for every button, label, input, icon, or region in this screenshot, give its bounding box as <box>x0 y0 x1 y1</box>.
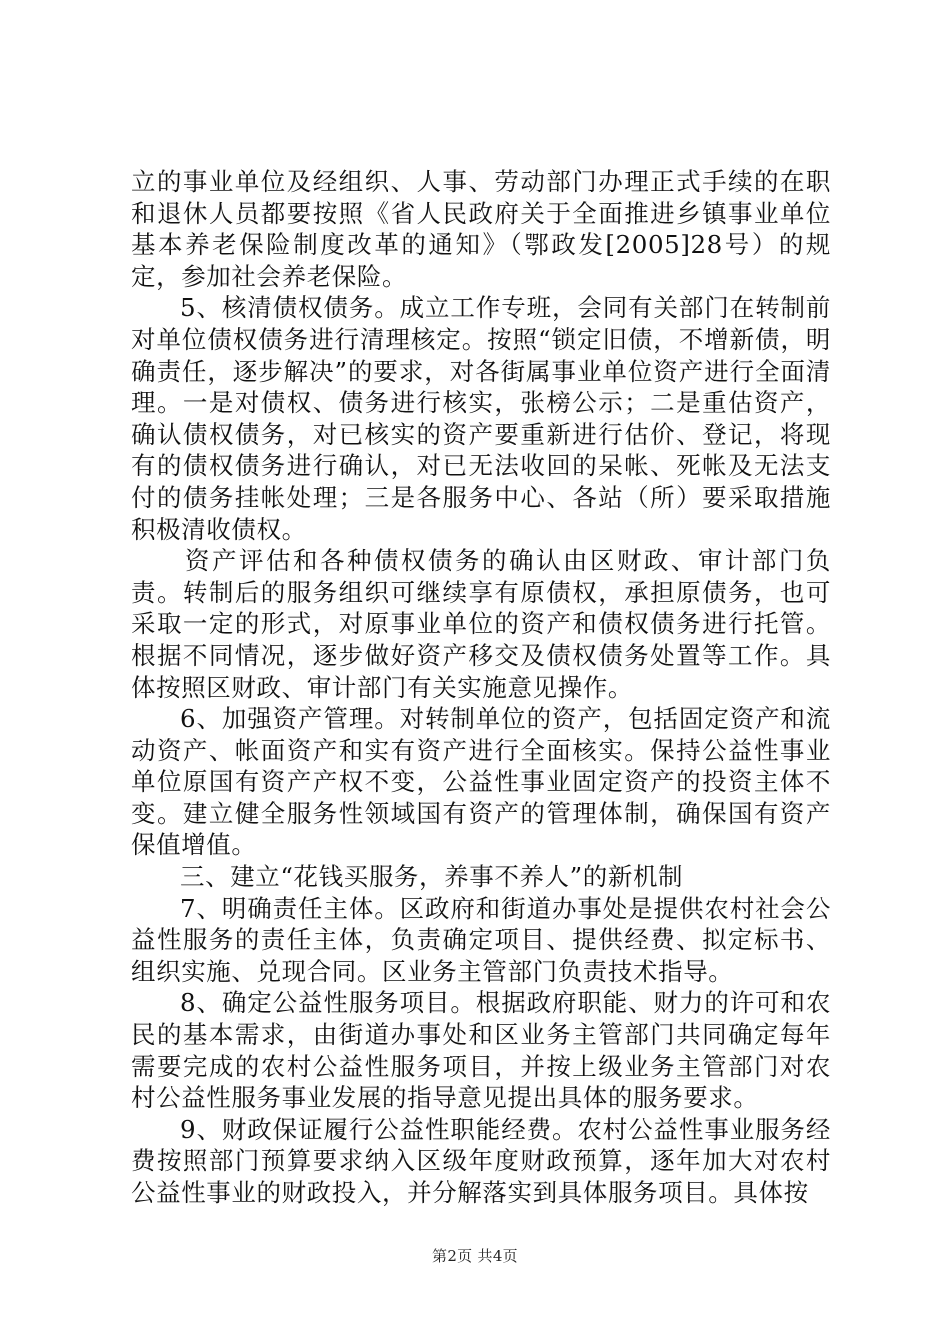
paragraph-item-5: 5、核清债权债务。成立工作专班，会同有关部门在转制前对单位债权债务进行清理核定。按照“锁定旧债，不增新债，明确责任，逐步解决”的要求，对各街属事业单位资产进行全面清理。一是对债权、债务进行核实，张榜公示；二是重估资产，确认债权债务，对已核实的资产要重新进行估价、登记，将现有的债权债务进行确认，对已无法收回的呆帐、死帐及无法支付的债务挂帐处理；三是各服务中心、各站（所）要采取措施积极清收债权。 <box>131 293 831 544</box>
section-heading-3: 三、建立“花钱买服务，养事不养人”的新机制 <box>180 862 684 892</box>
paragraph-item-9: 9、财政保证履行公益性职能经费。农村公益性事业服务经费按照部门预算要求纳入区级年度财政预算，逐年加大对农村公益性事业的财政投入，并分解落实到具体服务项目。具体按 <box>131 1114 831 1207</box>
document-body <box>131 166 831 1209</box>
paragraph-asset-evaluation: 资产评估和各种债权债务的确认由区财政、审计部门负责。转制后的服务组织可继续享有原债权，承担原债务，也可采取一定的形式，对原事业单位的资产和债权债务进行托管。根据不同情况，逐步做好资产移交及债权债务处置等工作。具体按照区财政、审计部门有关实施意见操作。 <box>131 546 831 702</box>
paragraph-item-6: 6、加强资产管理。对转制单位的资产，包括固定资产和流动资产、帐面资产和实有资产进行全面核实。保持公益性事业单位原国有资产产权不变，公益性事业固定资产的投资主体不变。建立健全服务性领域国有资产的管理体制，确保国有资产保值增值。 <box>131 704 831 860</box>
paragraph-continuation: 立的事业单位及经组织、人事、劳动部门办理正式手续的在职和退休人员都要按照《省人民政府关于全面推进乡镇事业单位基本养老保险制度改革的通知》（鄂政发[2005]28号）的规定，参加社会养老保险。 <box>131 167 831 291</box>
paragraph-item-8: 8、确定公益性服务项目。根据政府职能、财力的许可和农民的基本需求，由街道办事处和区业务主管部门共同确定每年需要完成的农村公益性服务项目，并按上级业务主管部门对农村公益性服务事业发展的指导意见提出具体的服务要求。 <box>131 988 831 1113</box>
paragraph-item-7: 7、明确责任主体。区政府和街道办事处是提供农村社会公益性服务的责任主体，负责确定项目、提供经费、拟定标书、组织实施、兑现合同。区业务主管部门负责技术指导。 <box>131 893 831 986</box>
page-number-footer: 第2页 共4页 <box>432 1247 518 1265</box>
